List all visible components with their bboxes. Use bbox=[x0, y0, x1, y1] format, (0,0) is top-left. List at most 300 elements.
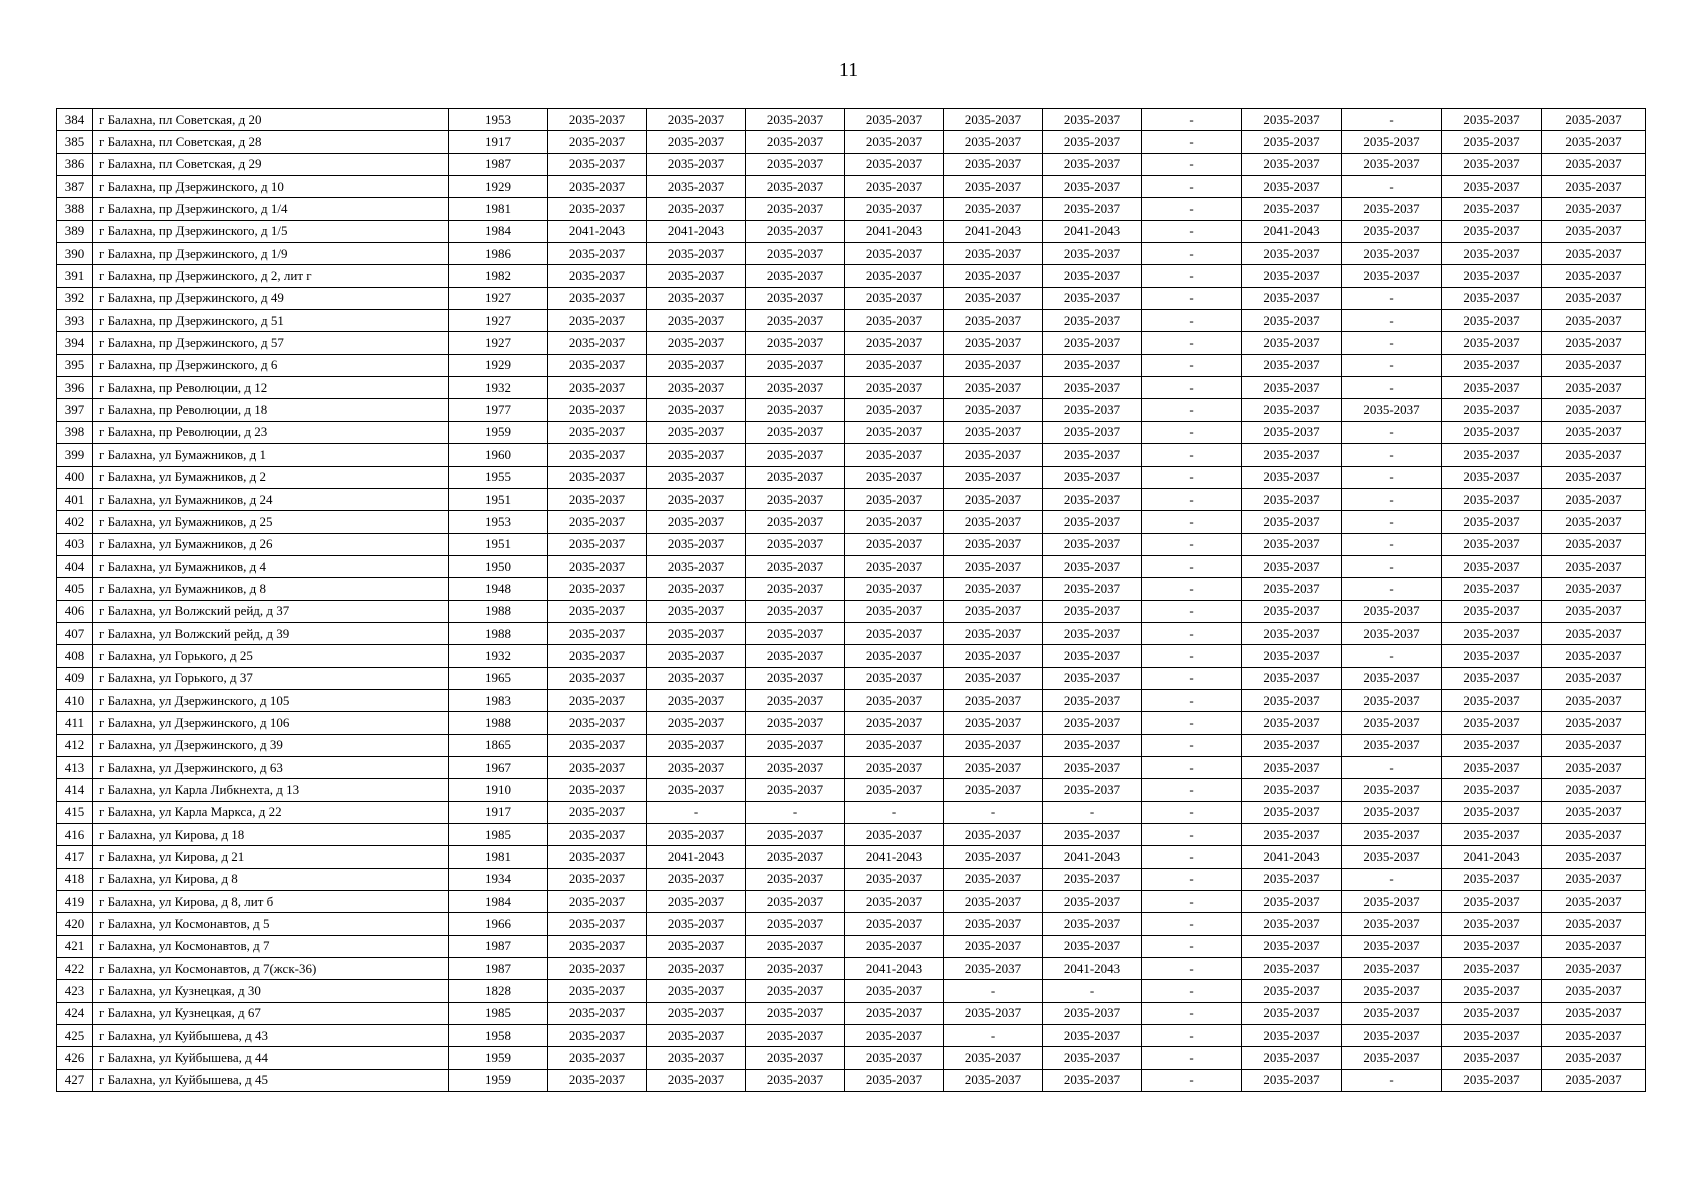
cell-period-3: 2035-2037 bbox=[746, 511, 845, 533]
cell-period-11: 2035-2037 bbox=[1542, 779, 1646, 801]
cell-period-8: 2035-2037 bbox=[1242, 444, 1342, 466]
cell-period-9: 2035-2037 bbox=[1342, 265, 1442, 287]
cell-period-4: 2035-2037 bbox=[845, 622, 944, 644]
cell-period-10: 2035-2037 bbox=[1442, 533, 1542, 555]
cell-period-1: 2035-2037 bbox=[548, 153, 647, 175]
cell-period-5: 2035-2037 bbox=[944, 421, 1043, 443]
cell-period-9: 2035-2037 bbox=[1342, 712, 1442, 734]
cell-period-5: 2035-2037 bbox=[944, 109, 1043, 131]
cell-period-2: 2035-2037 bbox=[647, 377, 746, 399]
cell-period-1: 2035-2037 bbox=[548, 801, 647, 823]
cell-period-1: 2035-2037 bbox=[548, 310, 647, 332]
cell-row-number: 391 bbox=[57, 265, 93, 287]
cell-period-4: 2041-2043 bbox=[845, 958, 944, 980]
cell-period-7: - bbox=[1142, 265, 1242, 287]
cell-period-1: 2035-2037 bbox=[548, 734, 647, 756]
cell-address: г Балахна, ул Бумажников, д 4 bbox=[93, 555, 449, 577]
cell-period-9: - bbox=[1342, 332, 1442, 354]
cell-period-2: 2035-2037 bbox=[647, 1047, 746, 1069]
table-row bbox=[57, 287, 1646, 309]
cell-period-4: 2035-2037 bbox=[845, 399, 944, 421]
cell-period-10: 2035-2037 bbox=[1442, 645, 1542, 667]
cell-period-1: 2035-2037 bbox=[548, 779, 647, 801]
cell-period-4: 2035-2037 bbox=[845, 511, 944, 533]
cell-period-7: - bbox=[1142, 689, 1242, 711]
cell-address: г Балахна, ул Горького, д 37 bbox=[93, 667, 449, 689]
cell-period-7: - bbox=[1142, 131, 1242, 153]
table-row bbox=[57, 243, 1646, 265]
cell-period-2: 2035-2037 bbox=[647, 332, 746, 354]
cell-row-number: 386 bbox=[57, 153, 93, 175]
cell-period-6: 2035-2037 bbox=[1043, 153, 1142, 175]
cell-period-4: 2035-2037 bbox=[845, 153, 944, 175]
cell-row-number: 414 bbox=[57, 779, 93, 801]
cell-period-2: 2035-2037 bbox=[647, 511, 746, 533]
cell-period-3: 2035-2037 bbox=[746, 824, 845, 846]
table-row bbox=[57, 756, 1646, 778]
table-row bbox=[57, 779, 1646, 801]
cell-period-1: 2035-2037 bbox=[548, 891, 647, 913]
cell-period-4: 2035-2037 bbox=[845, 1025, 944, 1047]
cell-period-9: 2035-2037 bbox=[1342, 600, 1442, 622]
table-row bbox=[57, 332, 1646, 354]
cell-build-year: 1988 bbox=[449, 622, 548, 644]
cell-period-4: 2035-2037 bbox=[845, 913, 944, 935]
cell-period-1: 2035-2037 bbox=[548, 109, 647, 131]
cell-period-2: 2035-2037 bbox=[647, 421, 746, 443]
cell-row-number: 412 bbox=[57, 734, 93, 756]
table-row bbox=[57, 667, 1646, 689]
table-row bbox=[57, 958, 1646, 980]
cell-build-year: 1910 bbox=[449, 779, 548, 801]
cell-period-10: 2035-2037 bbox=[1442, 622, 1542, 644]
cell-address: г Балахна, пр Дзержинского, д 1/9 bbox=[93, 243, 449, 265]
cell-period-11: 2035-2037 bbox=[1542, 1069, 1646, 1091]
cell-period-7: - bbox=[1142, 779, 1242, 801]
cell-build-year: 1927 bbox=[449, 332, 548, 354]
cell-period-3: 2035-2037 bbox=[746, 421, 845, 443]
page-number: 11 bbox=[838, 59, 859, 81]
cell-period-2: 2035-2037 bbox=[647, 1002, 746, 1024]
table-row bbox=[57, 824, 1646, 846]
cell-period-11: 2035-2037 bbox=[1542, 958, 1646, 980]
cell-period-6: 2035-2037 bbox=[1043, 444, 1142, 466]
cell-period-1: 2035-2037 bbox=[548, 198, 647, 220]
cell-period-8: 2035-2037 bbox=[1242, 891, 1342, 913]
cell-period-4: 2035-2037 bbox=[845, 421, 944, 443]
cell-period-8: 2035-2037 bbox=[1242, 958, 1342, 980]
cell-period-1: 2035-2037 bbox=[548, 824, 647, 846]
cell-row-number: 419 bbox=[57, 891, 93, 913]
cell-period-4: 2035-2037 bbox=[845, 712, 944, 734]
cell-period-10: 2035-2037 bbox=[1442, 1069, 1542, 1091]
cell-address: г Балахна, ул Карла Маркса, д 22 bbox=[93, 801, 449, 823]
cell-build-year: 1960 bbox=[449, 444, 548, 466]
cell-address: г Балахна, пр Дзержинского, д 51 bbox=[93, 310, 449, 332]
cell-period-7: - bbox=[1142, 868, 1242, 890]
cell-period-10: 2035-2037 bbox=[1442, 511, 1542, 533]
cell-period-8: 2035-2037 bbox=[1242, 265, 1342, 287]
cell-period-11: 2035-2037 bbox=[1542, 533, 1646, 555]
cell-period-9: 2035-2037 bbox=[1342, 891, 1442, 913]
cell-period-3: 2035-2037 bbox=[746, 1002, 845, 1024]
table-row bbox=[57, 868, 1646, 890]
cell-build-year: 1965 bbox=[449, 667, 548, 689]
cell-period-1: 2035-2037 bbox=[548, 578, 647, 600]
cell-period-6: 2035-2037 bbox=[1043, 488, 1142, 510]
cell-period-7: - bbox=[1142, 600, 1242, 622]
cell-period-11: 2035-2037 bbox=[1542, 310, 1646, 332]
cell-period-10: 2035-2037 bbox=[1442, 913, 1542, 935]
cell-period-6: 2035-2037 bbox=[1043, 533, 1142, 555]
cell-period-10: 2035-2037 bbox=[1442, 377, 1542, 399]
cell-period-7: - bbox=[1142, 421, 1242, 443]
cell-period-1: 2035-2037 bbox=[548, 332, 647, 354]
cell-period-9: - bbox=[1342, 488, 1442, 510]
cell-period-6: 2041-2043 bbox=[1043, 958, 1142, 980]
cell-build-year: 1927 bbox=[449, 287, 548, 309]
cell-period-5: 2035-2037 bbox=[944, 712, 1043, 734]
cell-period-4: 2035-2037 bbox=[845, 756, 944, 778]
cell-period-11: 2035-2037 bbox=[1542, 1025, 1646, 1047]
cell-build-year: 1959 bbox=[449, 1069, 548, 1091]
cell-period-9: 2035-2037 bbox=[1342, 399, 1442, 421]
cell-period-2: 2035-2037 bbox=[647, 689, 746, 711]
cell-period-9: 2035-2037 bbox=[1342, 689, 1442, 711]
cell-period-9: 2035-2037 bbox=[1342, 824, 1442, 846]
table-row bbox=[57, 109, 1646, 131]
cell-period-10: 2035-2037 bbox=[1442, 667, 1542, 689]
table-row bbox=[57, 444, 1646, 466]
cell-period-10: 2035-2037 bbox=[1442, 980, 1542, 1002]
cell-period-4: 2035-2037 bbox=[845, 377, 944, 399]
cell-period-8: 2035-2037 bbox=[1242, 980, 1342, 1002]
cell-build-year: 1987 bbox=[449, 153, 548, 175]
cell-period-10: 2035-2037 bbox=[1442, 243, 1542, 265]
cell-build-year: 1828 bbox=[449, 980, 548, 1002]
table-row bbox=[57, 265, 1646, 287]
cell-row-number: 396 bbox=[57, 377, 93, 399]
cell-period-11: 2035-2037 bbox=[1542, 913, 1646, 935]
cell-period-9: 2035-2037 bbox=[1342, 198, 1442, 220]
cell-period-10: 2035-2037 bbox=[1442, 891, 1542, 913]
cell-period-6: - bbox=[1043, 980, 1142, 1002]
cell-period-11: 2035-2037 bbox=[1542, 243, 1646, 265]
cell-period-7: - bbox=[1142, 466, 1242, 488]
cell-period-7: - bbox=[1142, 935, 1242, 957]
table-row bbox=[57, 622, 1646, 644]
cell-period-8: 2035-2037 bbox=[1242, 1069, 1342, 1091]
cell-row-number: 395 bbox=[57, 354, 93, 376]
cell-period-10: 2035-2037 bbox=[1442, 756, 1542, 778]
cell-period-2: 2035-2037 bbox=[647, 555, 746, 577]
cell-period-3: 2035-2037 bbox=[746, 265, 845, 287]
cell-period-9: - bbox=[1342, 555, 1442, 577]
cell-period-5: 2035-2037 bbox=[944, 377, 1043, 399]
cell-period-6: 2035-2037 bbox=[1043, 511, 1142, 533]
cell-period-3: 2035-2037 bbox=[746, 622, 845, 644]
cell-period-1: 2035-2037 bbox=[548, 131, 647, 153]
cell-address: г Балахна, ул Куйбышева, д 44 bbox=[93, 1047, 449, 1069]
cell-row-number: 404 bbox=[57, 555, 93, 577]
cell-period-11: 2035-2037 bbox=[1542, 734, 1646, 756]
cell-period-10: 2035-2037 bbox=[1442, 689, 1542, 711]
cell-period-1: 2035-2037 bbox=[548, 533, 647, 555]
cell-period-1: 2035-2037 bbox=[548, 846, 647, 868]
table-row bbox=[57, 689, 1646, 711]
cell-period-2: 2035-2037 bbox=[647, 868, 746, 890]
cell-period-8: 2035-2037 bbox=[1242, 667, 1342, 689]
cell-period-7: - bbox=[1142, 667, 1242, 689]
cell-period-8: 2035-2037 bbox=[1242, 131, 1342, 153]
cell-period-8: 2035-2037 bbox=[1242, 421, 1342, 443]
cell-period-11: 2035-2037 bbox=[1542, 131, 1646, 153]
cell-period-7: - bbox=[1142, 645, 1242, 667]
cell-period-7: - bbox=[1142, 891, 1242, 913]
cell-period-9: 2035-2037 bbox=[1342, 734, 1442, 756]
cell-build-year: 1934 bbox=[449, 868, 548, 890]
cell-period-1: 2035-2037 bbox=[548, 622, 647, 644]
cell-address: г Балахна, ул Кирова, д 18 bbox=[93, 824, 449, 846]
cell-period-9: 2035-2037 bbox=[1342, 958, 1442, 980]
cell-period-3: 2035-2037 bbox=[746, 444, 845, 466]
cell-address: г Балахна, пр Дзержинского, д 49 bbox=[93, 287, 449, 309]
cell-period-6: - bbox=[1043, 801, 1142, 823]
cell-period-11: 2035-2037 bbox=[1542, 824, 1646, 846]
cell-period-5: 2035-2037 bbox=[944, 176, 1043, 198]
cell-address: г Балахна, ул Кирова, д 8 bbox=[93, 868, 449, 890]
cell-period-6: 2035-2037 bbox=[1043, 176, 1142, 198]
cell-period-3: 2035-2037 bbox=[746, 176, 845, 198]
cell-row-number: 403 bbox=[57, 533, 93, 555]
cell-period-6: 2035-2037 bbox=[1043, 756, 1142, 778]
cell-build-year: 1985 bbox=[449, 824, 548, 846]
cell-address: г Балахна, ул Бумажников, д 2 bbox=[93, 466, 449, 488]
cell-period-10: 2035-2037 bbox=[1442, 220, 1542, 242]
cell-period-4: 2035-2037 bbox=[845, 980, 944, 1002]
cell-period-1: 2035-2037 bbox=[548, 935, 647, 957]
cell-address: г Балахна, ул Кузнецкая, д 67 bbox=[93, 1002, 449, 1024]
cell-build-year: 1966 bbox=[449, 913, 548, 935]
cell-period-1: 2035-2037 bbox=[548, 868, 647, 890]
cell-build-year: 1983 bbox=[449, 689, 548, 711]
cell-period-2: 2035-2037 bbox=[647, 198, 746, 220]
cell-period-9: - bbox=[1342, 578, 1442, 600]
cell-period-8: 2035-2037 bbox=[1242, 243, 1342, 265]
cell-period-6: 2035-2037 bbox=[1043, 555, 1142, 577]
cell-row-number: 398 bbox=[57, 421, 93, 443]
cell-period-2: 2035-2037 bbox=[647, 176, 746, 198]
table-row bbox=[57, 1002, 1646, 1024]
cell-period-1: 2035-2037 bbox=[548, 265, 647, 287]
cell-row-number: 408 bbox=[57, 645, 93, 667]
cell-period-2: 2035-2037 bbox=[647, 935, 746, 957]
cell-period-4: 2035-2037 bbox=[845, 444, 944, 466]
cell-period-4: 2035-2037 bbox=[845, 779, 944, 801]
cell-period-6: 2035-2037 bbox=[1043, 1069, 1142, 1091]
cell-address: г Балахна, ул Карла Либкнехта, д 13 bbox=[93, 779, 449, 801]
cell-period-11: 2035-2037 bbox=[1542, 555, 1646, 577]
cell-period-9: 2035-2037 bbox=[1342, 1002, 1442, 1024]
cell-period-4: 2035-2037 bbox=[845, 332, 944, 354]
cell-address: г Балахна, ул Космонавтов, д 5 bbox=[93, 913, 449, 935]
cell-period-3: 2035-2037 bbox=[746, 756, 845, 778]
cell-build-year: 1977 bbox=[449, 399, 548, 421]
cell-period-6: 2035-2037 bbox=[1043, 868, 1142, 890]
cell-period-7: - bbox=[1142, 109, 1242, 131]
cell-period-7: - bbox=[1142, 511, 1242, 533]
cell-period-11: 2035-2037 bbox=[1542, 756, 1646, 778]
cell-period-7: - bbox=[1142, 220, 1242, 242]
cell-period-4: 2035-2037 bbox=[845, 1047, 944, 1069]
cell-period-6: 2035-2037 bbox=[1043, 689, 1142, 711]
cell-period-11: 2035-2037 bbox=[1542, 377, 1646, 399]
cell-build-year: 1987 bbox=[449, 958, 548, 980]
cell-build-year: 1953 bbox=[449, 109, 548, 131]
cell-period-11: 2035-2037 bbox=[1542, 444, 1646, 466]
cell-period-3: 2035-2037 bbox=[746, 712, 845, 734]
table-row bbox=[57, 310, 1646, 332]
cell-build-year: 1953 bbox=[449, 511, 548, 533]
cell-period-5: 2035-2037 bbox=[944, 243, 1043, 265]
cell-period-3: 2035-2037 bbox=[746, 868, 845, 890]
cell-period-3: 2035-2037 bbox=[746, 578, 845, 600]
cell-period-4: 2035-2037 bbox=[845, 109, 944, 131]
cell-period-2: 2035-2037 bbox=[647, 243, 746, 265]
cell-period-7: - bbox=[1142, 801, 1242, 823]
cell-period-1: 2035-2037 bbox=[548, 444, 647, 466]
cell-period-5: 2035-2037 bbox=[944, 868, 1043, 890]
cell-period-8: 2035-2037 bbox=[1242, 488, 1342, 510]
table-row bbox=[57, 466, 1646, 488]
cell-period-6: 2035-2037 bbox=[1043, 354, 1142, 376]
cell-period-10: 2035-2037 bbox=[1442, 444, 1542, 466]
cell-period-1: 2035-2037 bbox=[548, 176, 647, 198]
cell-period-1: 2035-2037 bbox=[548, 555, 647, 577]
cell-period-4: 2035-2037 bbox=[845, 533, 944, 555]
cell-period-5: 2035-2037 bbox=[944, 265, 1043, 287]
cell-period-5: 2035-2037 bbox=[944, 578, 1043, 600]
cell-period-7: - bbox=[1142, 533, 1242, 555]
cell-period-7: - bbox=[1142, 1025, 1242, 1047]
cell-period-7: - bbox=[1142, 734, 1242, 756]
cell-row-number: 406 bbox=[57, 600, 93, 622]
cell-period-8: 2035-2037 bbox=[1242, 868, 1342, 890]
table-row bbox=[57, 891, 1646, 913]
cell-period-3: 2035-2037 bbox=[746, 600, 845, 622]
cell-build-year: 1984 bbox=[449, 891, 548, 913]
cell-period-3: 2035-2037 bbox=[746, 980, 845, 1002]
cell-period-9: 2035-2037 bbox=[1342, 153, 1442, 175]
cell-period-4: 2035-2037 bbox=[845, 310, 944, 332]
cell-period-3: 2035-2037 bbox=[746, 220, 845, 242]
cell-period-9: - bbox=[1342, 421, 1442, 443]
cell-row-number: 415 bbox=[57, 801, 93, 823]
cell-period-8: 2035-2037 bbox=[1242, 377, 1342, 399]
cell-period-8: 2035-2037 bbox=[1242, 734, 1342, 756]
table-row bbox=[57, 555, 1646, 577]
cell-period-9: 2035-2037 bbox=[1342, 801, 1442, 823]
cell-period-11: 2035-2037 bbox=[1542, 220, 1646, 242]
cell-build-year: 1865 bbox=[449, 734, 548, 756]
cell-period-9: 2035-2037 bbox=[1342, 243, 1442, 265]
cell-period-9: - bbox=[1342, 310, 1442, 332]
cell-period-7: - bbox=[1142, 399, 1242, 421]
cell-period-9: 2035-2037 bbox=[1342, 846, 1442, 868]
cell-address: г Балахна, пр Дзержинского, д 1/4 bbox=[93, 198, 449, 220]
table-row bbox=[57, 488, 1646, 510]
cell-period-3: 2035-2037 bbox=[746, 1069, 845, 1091]
cell-row-number: 400 bbox=[57, 466, 93, 488]
cell-period-2: 2035-2037 bbox=[647, 600, 746, 622]
cell-row-number: 423 bbox=[57, 980, 93, 1002]
cell-period-7: - bbox=[1142, 198, 1242, 220]
cell-row-number: 425 bbox=[57, 1025, 93, 1047]
cell-row-number: 397 bbox=[57, 399, 93, 421]
cell-period-1: 2035-2037 bbox=[548, 913, 647, 935]
cell-period-6: 2035-2037 bbox=[1043, 667, 1142, 689]
cell-period-3: 2035-2037 bbox=[746, 645, 845, 667]
cell-period-11: 2035-2037 bbox=[1542, 600, 1646, 622]
cell-period-5: 2035-2037 bbox=[944, 332, 1043, 354]
cell-period-8: 2041-2043 bbox=[1242, 846, 1342, 868]
cell-period-9: - bbox=[1342, 466, 1442, 488]
cell-period-10: 2035-2037 bbox=[1442, 488, 1542, 510]
cell-period-2: 2035-2037 bbox=[647, 891, 746, 913]
cell-period-7: - bbox=[1142, 287, 1242, 309]
cell-period-1: 2035-2037 bbox=[548, 645, 647, 667]
cell-row-number: 418 bbox=[57, 868, 93, 890]
cell-period-7: - bbox=[1142, 1047, 1242, 1069]
cell-period-1: 2035-2037 bbox=[548, 243, 647, 265]
cell-row-number: 392 bbox=[57, 287, 93, 309]
cell-build-year: 1951 bbox=[449, 533, 548, 555]
cell-address: г Балахна, пл Советская, д 29 bbox=[93, 153, 449, 175]
cell-period-1: 2035-2037 bbox=[548, 377, 647, 399]
cell-period-2: 2035-2037 bbox=[647, 578, 746, 600]
cell-period-7: - bbox=[1142, 980, 1242, 1002]
cell-build-year: 1927 bbox=[449, 310, 548, 332]
cell-period-7: - bbox=[1142, 153, 1242, 175]
cell-period-5: 2035-2037 bbox=[944, 131, 1043, 153]
cell-period-4: 2035-2037 bbox=[845, 198, 944, 220]
table-row bbox=[57, 421, 1646, 443]
cell-period-9: 2035-2037 bbox=[1342, 935, 1442, 957]
cell-address: г Балахна, ул Куйбышева, д 45 bbox=[93, 1069, 449, 1091]
cell-build-year: 1984 bbox=[449, 220, 548, 242]
cell-period-7: - bbox=[1142, 555, 1242, 577]
cell-period-11: 2035-2037 bbox=[1542, 645, 1646, 667]
cell-period-7: - bbox=[1142, 310, 1242, 332]
cell-address: г Балахна, ул Волжский рейд, д 37 bbox=[93, 600, 449, 622]
cell-period-8: 2035-2037 bbox=[1242, 689, 1342, 711]
cell-period-5: 2035-2037 bbox=[944, 287, 1043, 309]
cell-period-3: 2035-2037 bbox=[746, 153, 845, 175]
cell-period-11: 2035-2037 bbox=[1542, 332, 1646, 354]
cell-row-number: 405 bbox=[57, 578, 93, 600]
cell-period-8: 2035-2037 bbox=[1242, 1002, 1342, 1024]
cell-period-3: 2035-2037 bbox=[746, 310, 845, 332]
cell-period-10: 2035-2037 bbox=[1442, 287, 1542, 309]
cell-row-number: 416 bbox=[57, 824, 93, 846]
cell-period-6: 2035-2037 bbox=[1043, 421, 1142, 443]
cell-period-9: 2035-2037 bbox=[1342, 980, 1442, 1002]
cell-period-1: 2035-2037 bbox=[548, 399, 647, 421]
cell-row-number: 384 bbox=[57, 109, 93, 131]
cell-row-number: 424 bbox=[57, 1002, 93, 1024]
table-row bbox=[57, 712, 1646, 734]
cell-period-11: 2035-2037 bbox=[1542, 980, 1646, 1002]
